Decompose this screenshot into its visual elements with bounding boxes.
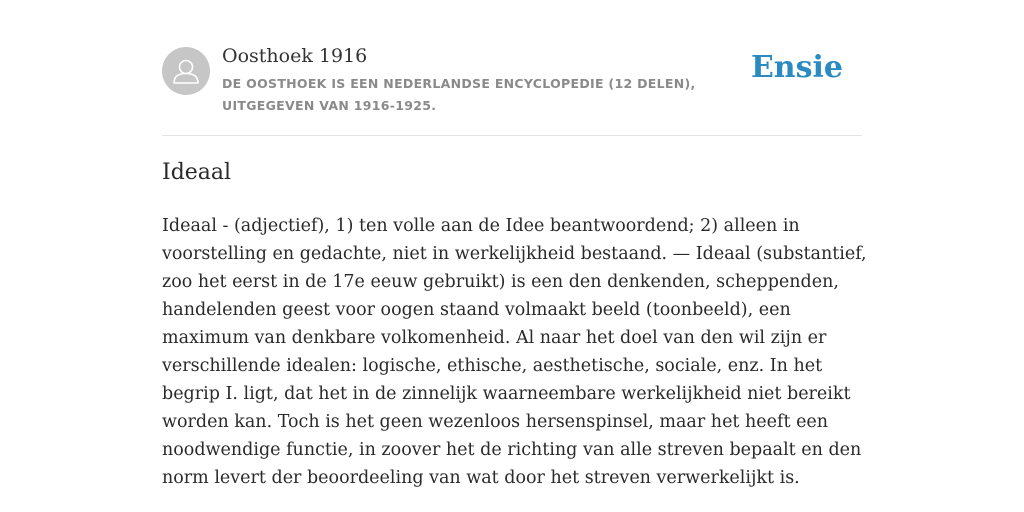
source-header xyxy=(162,44,862,134)
source-description: DE OOSTHOEK IS EEN NEDERLANDSE ENCYCLOPEDIE (12 DELEN), UITGEGEVEN VAN 1916-1925. xyxy=(222,76,696,113)
entry-body: Ideaal - (adjectief), 1) ten volle aan de Idee beantwoordend; 2) alleen in voorstelling en gedachte, niet in werkelijkheid bestaand. — Ideaal (substantief, zoo het eerst in de 17e eeuw gebruikt) is een den denkenden, scheppenden, handelenden geest voor oogen staand volmaakt beeld (toonbeeld), een maximum van denkbare volkomenheid. Al naar het doel van den wil zijn er verschillende idealen: logische, ethische, aesthetische, sociale, enz. In het begrip I. ligt, dat het in de zinnelijk waarneembare werkelijkheid niet bereikt worden kan. Toch is het geen wezenloos hersenspinsel, maar het heeft een noodwendige functie, in zoover het de richting van alle streven bepaalt en den norm levert der beoordeeling van wat door het streven verwerkelijkt is. xyxy=(162,216,867,488)
entry-title: Ideaal xyxy=(162,160,232,185)
divider xyxy=(162,135,862,136)
user-silhouette-icon xyxy=(162,47,210,95)
brand-logo[interactable]: Ensie xyxy=(750,50,843,85)
source-title[interactable]: Oosthoek 1916 xyxy=(222,45,368,67)
avatar[interactable] xyxy=(162,47,210,95)
